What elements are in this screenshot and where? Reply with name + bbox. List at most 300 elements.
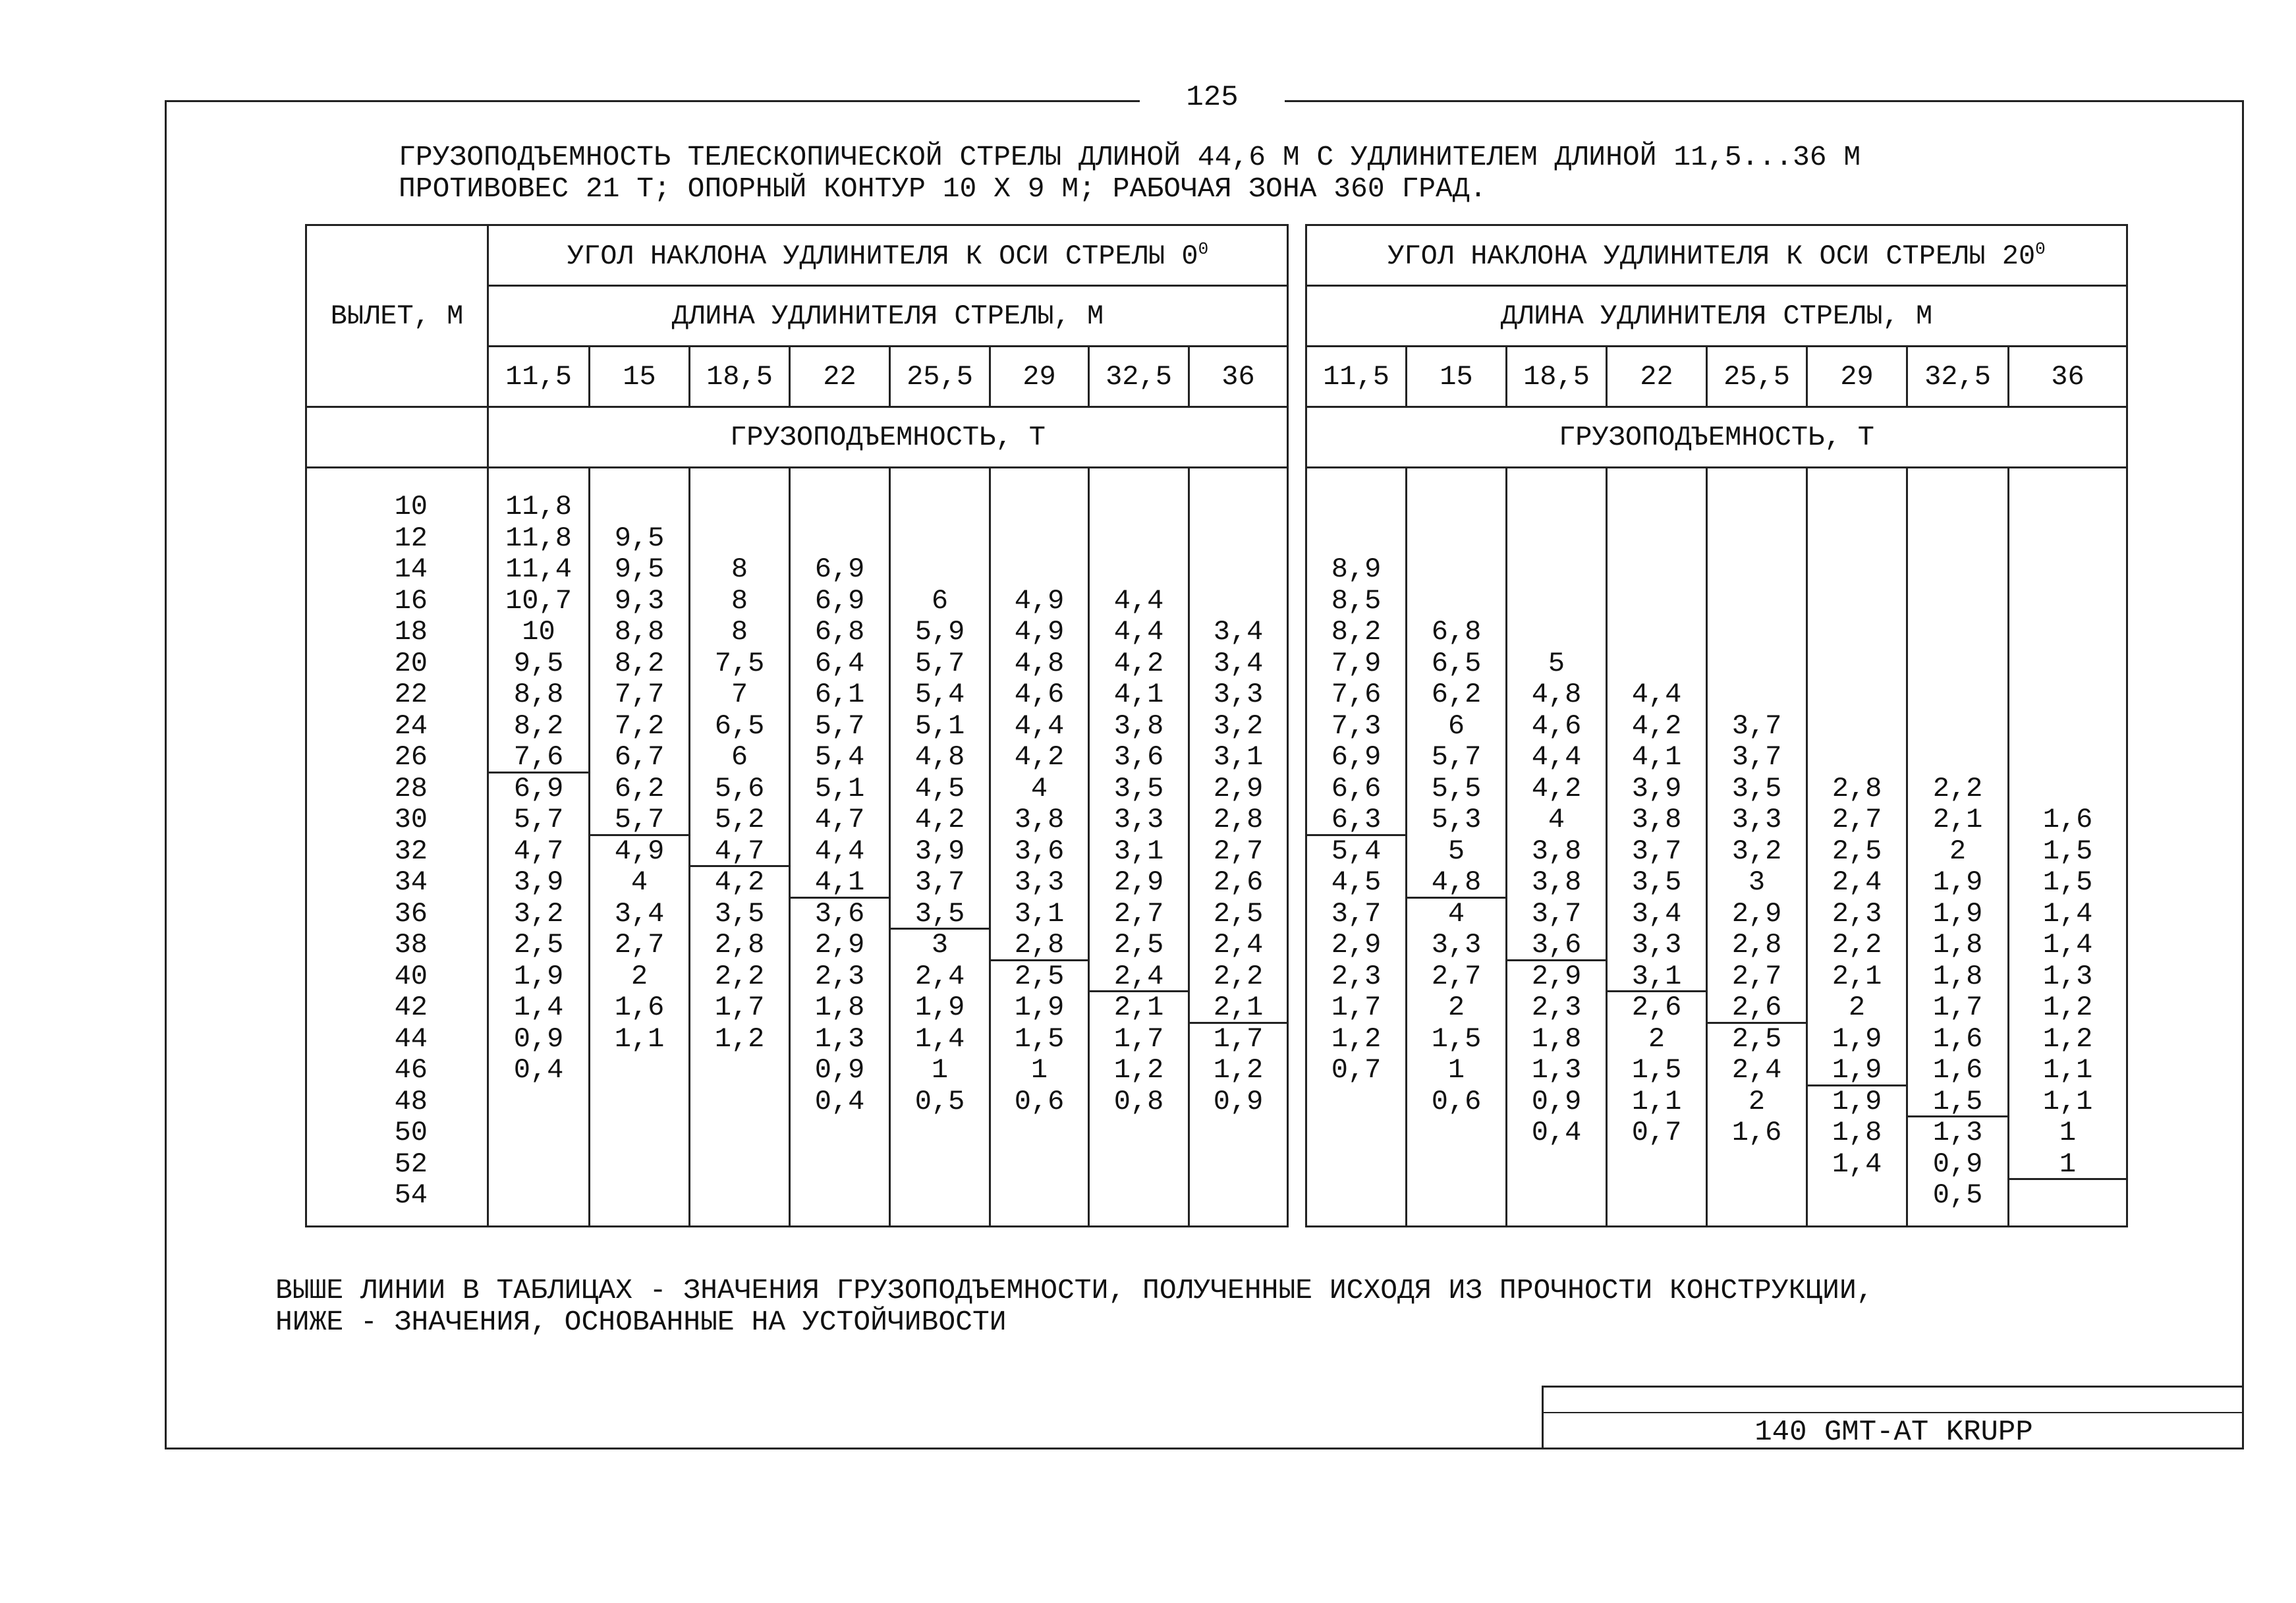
capacity-value: 2,1 (1832, 960, 1882, 992)
capacity-value (1908, 679, 2007, 711)
capacity-value: 5 (1447, 835, 1465, 867)
capacity-value: 3,2 (1731, 835, 1782, 867)
capacity-value: 6,6 (1331, 772, 1382, 804)
capacity-value: 6,5 (1431, 647, 1482, 679)
capacity-value (891, 554, 989, 586)
capacity-value (1708, 648, 1806, 680)
capacity-value (1908, 617, 2007, 648)
capacity-value: 3,5 (1113, 772, 1164, 804)
length-value-0-3: 22 (790, 347, 890, 407)
capacity-value (690, 1149, 789, 1181)
capacity-value: 9,5 (614, 522, 665, 554)
header-row-length (306, 286, 2127, 347)
capacity-value: 4,2 (914, 804, 965, 836)
capacity-value: 2,8 (714, 929, 765, 961)
capacity-value: 1 (1447, 1054, 1465, 1086)
capacity-value: 6,5 (714, 710, 765, 742)
reach-value: 26 (394, 741, 428, 773)
capacity-value: 1,2 (2042, 992, 2093, 1024)
capacity-value (1307, 523, 1405, 555)
capacity-value: 3,9 (1631, 772, 1682, 804)
reach-value: 18 (394, 616, 428, 648)
capacity-value (1608, 554, 1706, 586)
capacity-value: 1,6 (1731, 1117, 1782, 1149)
capacity-value: 6,9 (814, 584, 865, 617)
capacity-value: 3,5 (1731, 772, 1782, 804)
length-value-1-3: 22 (1607, 347, 1707, 407)
capacity-column-11 (1607, 468, 1707, 1227)
capacity-value: 4,2 (714, 866, 765, 899)
capacity-value: 2,7 (1213, 835, 1264, 867)
reach-value: 52 (394, 1148, 428, 1180)
capacity-value (1090, 1149, 1188, 1181)
capacity-value: 1,3 (1531, 1054, 1582, 1086)
capacity-value: 4,4 (1113, 616, 1164, 648)
heading-line-2: ПРОТИВОВЕС 21 Т; ОПОРНЫЙ КОНТУР 10 Х 9 М; РАБОЧАЯ ЗОНА 360 ГРАД. (399, 173, 1487, 205)
capacity-value: 4 (1447, 897, 1465, 930)
header-row-length-values (306, 347, 2127, 407)
capacity-value (1190, 586, 1287, 617)
capacity-value (1507, 617, 1606, 648)
footnote-line-2: НИЖЕ - ЗНАЧЕНИЯ, ОСНОВАННЫЕ НА УСТОЙЧИВОСТИ (275, 1306, 1007, 1338)
capacity-value: 3,9 (513, 866, 564, 899)
capacity-value: 3,4 (1213, 616, 1264, 648)
capacity-value (1908, 648, 2007, 680)
capacity-value (2009, 773, 2126, 805)
capacity-value: 1,5 (2042, 835, 2093, 867)
capacity-value: 9,5 (513, 647, 564, 679)
title-block-model: 140 GMT-AT KRUPP (1754, 1416, 2033, 1449)
length-value-0-4: 25,5 (890, 347, 990, 407)
capacity-value: 1,9 (1832, 1023, 1882, 1055)
capacity-value (891, 523, 989, 555)
capacity-value (2009, 617, 2126, 648)
capacity-value (2009, 711, 2126, 743)
length-value-0-2: 18,5 (690, 347, 790, 407)
capacity-value: 3,8 (1113, 710, 1164, 742)
capacity-value: 2 (1648, 1023, 1666, 1055)
page-number: 125 (1140, 79, 1285, 116)
capacity-value: 8,2 (1331, 616, 1382, 648)
capacity-value: 2,3 (1531, 992, 1582, 1024)
capacity-value: 3,9 (914, 835, 965, 867)
table-heading (399, 142, 1861, 205)
capacity-value: 3,1 (1113, 835, 1164, 867)
angle-label: УГОЛ НАКЛОНА УДЛИНИТЕЛЯ К ОСИ СТРЕЛЫ 20 (1387, 240, 2036, 272)
capacity-value (2009, 523, 2126, 555)
capacity-value: 4 (1030, 772, 1048, 804)
capacity-value: 1,5 (1631, 1054, 1682, 1086)
capacity-value (2009, 492, 2126, 523)
capacity-value: 4,2 (1113, 647, 1164, 679)
capacity-value: 0,7 (1331, 1054, 1382, 1086)
capacity-value: 4,4 (814, 835, 865, 867)
title-block-top-row (1544, 1388, 2244, 1413)
capacity-value: 5,7 (590, 804, 688, 836)
capacity-value: 11,8 (505, 491, 572, 523)
reach-value: 44 (394, 1023, 428, 1055)
capacity-value: 1,3 (2042, 960, 2093, 992)
capacity-value (1708, 617, 1806, 648)
capacity-value: 7,9 (1331, 647, 1382, 679)
length-value-1-0: 11,5 (1306, 347, 1407, 407)
capacity-value: 0,4 (1531, 1117, 1582, 1149)
capacity-value: 4,2 (1014, 741, 1065, 773)
length-value-1-6: 32,5 (1907, 347, 2009, 407)
capacity-value: 1,6 (614, 992, 665, 1024)
capacity-value (1908, 742, 2007, 773)
capacity-value: 2,1 (1113, 992, 1164, 1024)
capacity-value: 1,1 (614, 1023, 665, 1055)
capacity-value (1090, 523, 1188, 555)
capacity-value: 4,8 (1014, 647, 1065, 679)
capacity-value: 2,7 (1832, 804, 1882, 836)
capacity-value: 6,2 (1431, 679, 1482, 711)
capacity-value: 3 (931, 929, 949, 961)
reach-value: 54 (394, 1179, 428, 1212)
capacity-value: 8,2 (513, 710, 564, 742)
capacity-value: 3,6 (814, 897, 865, 930)
capacity-value: 1,9 (914, 992, 965, 1024)
reach-header-label: ВЫЛЕТ, М (330, 300, 464, 332)
capacity-value: 5,5 (1431, 772, 1482, 804)
capacity-column-9 (1407, 468, 1507, 1227)
capacity-value: 0,4 (513, 1054, 564, 1086)
capacity-value: 0,9 (1531, 1085, 1582, 1117)
capacity-value (690, 1180, 789, 1212)
capacity-value (1608, 492, 1706, 523)
capacity-value (1808, 586, 1906, 617)
capacity-value: 6,3 (1307, 804, 1405, 836)
capacity-value (2009, 554, 2126, 586)
capacity-value: 0,8 (1113, 1085, 1164, 1117)
reach-value: 42 (394, 992, 428, 1024)
capacity-value (1507, 523, 1606, 555)
capacity-value: 2,4 (914, 960, 965, 992)
capacity-value (690, 1055, 789, 1086)
reach-value: 46 (394, 1054, 428, 1086)
capacity-value: 2,1 (1932, 804, 1983, 836)
capacity-value: 3,7 (914, 866, 965, 899)
capacity-column-6 (1089, 468, 1189, 1227)
capacity-value: 3,1 (1608, 961, 1706, 993)
reach-value: 48 (394, 1085, 428, 1117)
capacity-value (2009, 742, 2126, 773)
capacity-value: 2,2 (714, 960, 765, 992)
capacity-value (1808, 1180, 1906, 1212)
capacity-value: 3,8 (1531, 835, 1582, 867)
capacity-value (590, 492, 688, 523)
capacity-value: 2,7 (1731, 960, 1782, 992)
capacity-value: 0,4 (814, 1085, 865, 1117)
capacity-value: 5,1 (814, 772, 865, 804)
angle-header-1 (1306, 225, 2127, 286)
capacity-value (1908, 523, 2007, 555)
capacity-value: 4,5 (1331, 866, 1382, 899)
capacity-value: 5,4 (914, 679, 965, 711)
capacity-column-0 (488, 468, 590, 1227)
capacity-value: 4,7 (690, 836, 789, 868)
capacity-value: 10,7 (505, 584, 572, 617)
angle-header-0 (488, 225, 1288, 286)
capacity-value: 6,8 (814, 616, 865, 648)
capacity-value: 4 (630, 866, 648, 899)
capacity-value: 3,7 (1331, 897, 1382, 930)
capacity-value: 4,1 (791, 867, 889, 899)
reach-value: 20 (394, 647, 428, 679)
capacity-value (1908, 711, 2007, 743)
capacity-value (1190, 554, 1287, 586)
capacity-value (1507, 1180, 1606, 1212)
capacity-value: 1,2 (1113, 1054, 1164, 1086)
capacity-value (791, 1180, 889, 1212)
capacity-value: 2,8 (991, 930, 1088, 961)
capacity-value (1608, 523, 1706, 555)
capacity-value: 4,2 (1531, 772, 1582, 804)
capacity-value: 1,6 (1932, 1054, 1983, 1086)
capacity-value: 1 (2059, 1117, 2077, 1149)
capacity-value: 1,6 (2042, 804, 2093, 836)
capacity-value: 1,7 (714, 992, 765, 1024)
reach-value: 14 (394, 553, 428, 586)
capacity-value: 1,8 (1832, 1117, 1882, 1149)
capacity-value: 1,8 (814, 992, 865, 1024)
length-value-0-1: 15 (590, 347, 690, 407)
reach-value: 30 (394, 804, 428, 836)
capacity-value: 3,5 (891, 899, 989, 930)
capacity-value: 3,4 (1213, 647, 1264, 679)
capacity-value: 6,8 (1431, 616, 1482, 648)
length-value-1-7: 36 (2009, 347, 2127, 407)
capacity-value: 6,9 (513, 772, 564, 804)
capacity-value: 2,9 (1113, 866, 1164, 899)
capacity-value: 1,8 (1531, 1023, 1582, 1055)
capacity-value: 1,2 (1213, 1054, 1264, 1086)
length-value-1-1: 15 (1407, 347, 1507, 407)
capacity-value: 3,5 (714, 897, 765, 930)
capacity-value: 1,2 (2042, 1023, 2093, 1055)
capacity-value: 3 (1748, 866, 1766, 899)
capacity-value (1507, 554, 1606, 586)
capacity-value: 4,7 (814, 804, 865, 836)
capacity-value: 2,8 (1213, 804, 1264, 836)
capacity-value: 7,3 (1331, 710, 1382, 742)
capacity-value: 1,8 (1932, 960, 1983, 992)
degree-mark: 0 (2035, 239, 2046, 259)
capacity-value (1190, 1180, 1287, 1212)
capacity-value (1908, 492, 2007, 523)
capacity-value: 1,1 (2042, 1054, 2093, 1086)
capacity-value: 3,7 (1731, 741, 1782, 773)
capacity-value: 5,4 (814, 741, 865, 773)
capacity-value: 2,2 (1932, 772, 1983, 804)
capacity-value (1608, 1180, 1706, 1212)
capacity-value: 1,5 (1908, 1086, 2007, 1118)
capacity-value (1090, 492, 1188, 523)
capacity-value: 7,6 (489, 742, 588, 773)
capacity-value (489, 1117, 588, 1149)
reach-value: 22 (394, 679, 428, 711)
capacity-value (1190, 1117, 1287, 1149)
capacity-value: 3,5 (1631, 866, 1682, 899)
capacity-value (1407, 1180, 1505, 1212)
capacity-value: 2,7 (1113, 897, 1164, 930)
capacity-value (590, 1180, 688, 1212)
capacity-value: 1,4 (2042, 897, 2093, 930)
capacity-value (1507, 1149, 1606, 1181)
capacity-value: 8 (731, 584, 748, 617)
reach-value: 34 (394, 866, 428, 899)
capacity-value: 1,2 (1331, 1023, 1382, 1055)
capacity-value (1808, 711, 1906, 743)
capacity-value: 2 (1447, 992, 1465, 1024)
reach-value: 16 (394, 584, 428, 617)
capacity-value (791, 492, 889, 523)
capacity-value: 2 (630, 960, 648, 992)
capacity-value: 5,7 (814, 710, 865, 742)
length-value-1-2: 18,5 (1507, 347, 1607, 407)
capacity-value: 4,4 (1531, 741, 1582, 773)
capacity-value: 2,4 (1213, 929, 1264, 961)
capacity-value: 4,5 (914, 772, 965, 804)
capacity-value: 8,8 (513, 679, 564, 711)
capacity-value (489, 1180, 588, 1212)
capacity-value (1708, 586, 1806, 617)
capacity-value: 0,5 (914, 1085, 965, 1117)
capacity-value: 3,3 (1113, 804, 1164, 836)
capacity-value (1708, 554, 1806, 586)
capacity-value: 10 (522, 616, 555, 648)
title-block (1542, 1386, 2244, 1449)
capacity-value: 2 (1748, 1085, 1766, 1117)
header-row-angle (306, 225, 2127, 286)
capacity-value: 2,9 (814, 929, 865, 961)
capacity-value: 1,4 (513, 992, 564, 1024)
capacity-value (1808, 617, 1906, 648)
capacity-value: 4,4 (1113, 584, 1164, 617)
length-label: ДЛИНА УДЛИНИТЕЛЯ СТРЕЛЫ, М (671, 300, 1104, 332)
capacity-value (1407, 554, 1505, 586)
capacity-value: 3,8 (1014, 804, 1065, 836)
length-header-1 (1306, 286, 2127, 347)
capacity-value: 4,7 (513, 835, 564, 867)
capacity-value (1908, 586, 2007, 617)
capacity-value (891, 1117, 989, 1149)
capacity-value (1407, 492, 1505, 523)
capacity-value (1507, 586, 1606, 617)
capacity-value (590, 1055, 688, 1086)
capacity-value: 2,9 (1531, 960, 1582, 992)
reach-value: 50 (394, 1117, 428, 1149)
capacity-value (489, 1149, 588, 1181)
capacity-value: 3,3 (1631, 929, 1682, 961)
capacity-value (1808, 648, 1906, 680)
capacity-value (1407, 1149, 1505, 1181)
capacity-column-2 (690, 468, 790, 1227)
capacity-value: 0,6 (1431, 1085, 1482, 1117)
capacity-column-3 (790, 468, 890, 1227)
capacity-column-7 (1189, 468, 1288, 1227)
capacity-value: 1 (1030, 1054, 1048, 1086)
capacity-value: 4 (1548, 804, 1565, 836)
capacity-value: 1,7 (1331, 992, 1382, 1024)
capacity-value (1708, 523, 1806, 555)
capacity-column-13 (1807, 468, 1907, 1227)
capacity-value: 4,8 (914, 741, 965, 773)
capacity-column-10 (1507, 468, 1607, 1227)
capacity-value: 2,5 (1832, 835, 1882, 867)
capacity-value: 7,7 (614, 679, 665, 711)
capacity-value: 5,1 (914, 710, 965, 742)
capacity-value: 1,3 (1932, 1117, 1983, 1149)
capacity-header-0 (488, 407, 1288, 468)
capacity-value: 2,9 (1213, 772, 1264, 804)
capacity-value: 2,7 (614, 929, 665, 961)
capacity-value: 1,9 (1932, 897, 1983, 930)
capacity-value: 2,1 (1190, 992, 1287, 1024)
capacity-value: 6,2 (614, 772, 665, 804)
capacity-value (1090, 554, 1188, 586)
reach-value: 12 (394, 522, 428, 554)
reach-column (306, 468, 488, 1227)
capacity-value: 6,1 (814, 679, 865, 711)
capacity-value: 3,3 (1014, 866, 1065, 899)
capacity-value: 3,6 (1507, 930, 1606, 961)
capacity-value: 0,9 (513, 1023, 564, 1055)
capacity-value: 7,5 (714, 647, 765, 679)
capacity-value: 8,2 (614, 647, 665, 679)
capacity-value (891, 492, 989, 523)
capacity-value: 7,6 (1331, 679, 1382, 711)
capacity-value: 3,3 (1731, 804, 1782, 836)
capacity-value: 2,5 (1731, 1023, 1782, 1055)
capacity-value (590, 1117, 688, 1149)
capacity-value: 3,2 (1213, 710, 1264, 742)
capacity-value: 3,7 (1531, 897, 1582, 930)
load-capacity-table (305, 224, 2128, 1227)
capacity-value: 2,4 (1731, 1054, 1782, 1086)
reach-value: 36 (394, 897, 428, 930)
capacity-value (1090, 1180, 1188, 1212)
capacity-value (991, 1149, 1088, 1181)
capacity-value: 2,6 (1708, 992, 1806, 1024)
capacity-value: 7,2 (614, 710, 665, 742)
capacity-value: 1,3 (814, 1023, 865, 1055)
capacity-value: 5 (1548, 647, 1565, 679)
capacity-value (1708, 679, 1806, 711)
capacity-column-14 (1907, 468, 2009, 1227)
reach-value: 24 (394, 710, 428, 742)
capacity-value: 7 (731, 679, 748, 711)
capacity-value: 5,2 (714, 804, 765, 836)
capacity-value (791, 523, 889, 555)
capacity-value: 3,6 (1014, 835, 1065, 867)
capacity-value: 8 (731, 616, 748, 648)
capacity-value (1608, 617, 1706, 648)
capacity-value: 2,6 (1213, 866, 1264, 899)
capacity-value (1307, 492, 1405, 523)
capacity-value (1190, 1149, 1287, 1181)
capacity-column-15 (2009, 468, 2127, 1227)
capacity-value: 6,4 (814, 647, 865, 679)
capacity-value (891, 1180, 989, 1212)
capacity-value (1808, 492, 1906, 523)
capacity-value: 1,5 (1014, 1023, 1065, 1055)
heading-line-1: ГРУЗОПОДЪЕМНОСТЬ ТЕЛЕСКОПИЧЕСКОЙ СТРЕЛЫ ДЛИНОЙ 44,6 М С УДЛИНИТЕЛЕМ ДЛИНОЙ 11,5...36 М (399, 141, 1861, 173)
capacity-value: 2,2 (1213, 960, 1264, 992)
capacity-value: 8,8 (614, 616, 665, 648)
capacity-column-12 (1707, 468, 1807, 1227)
